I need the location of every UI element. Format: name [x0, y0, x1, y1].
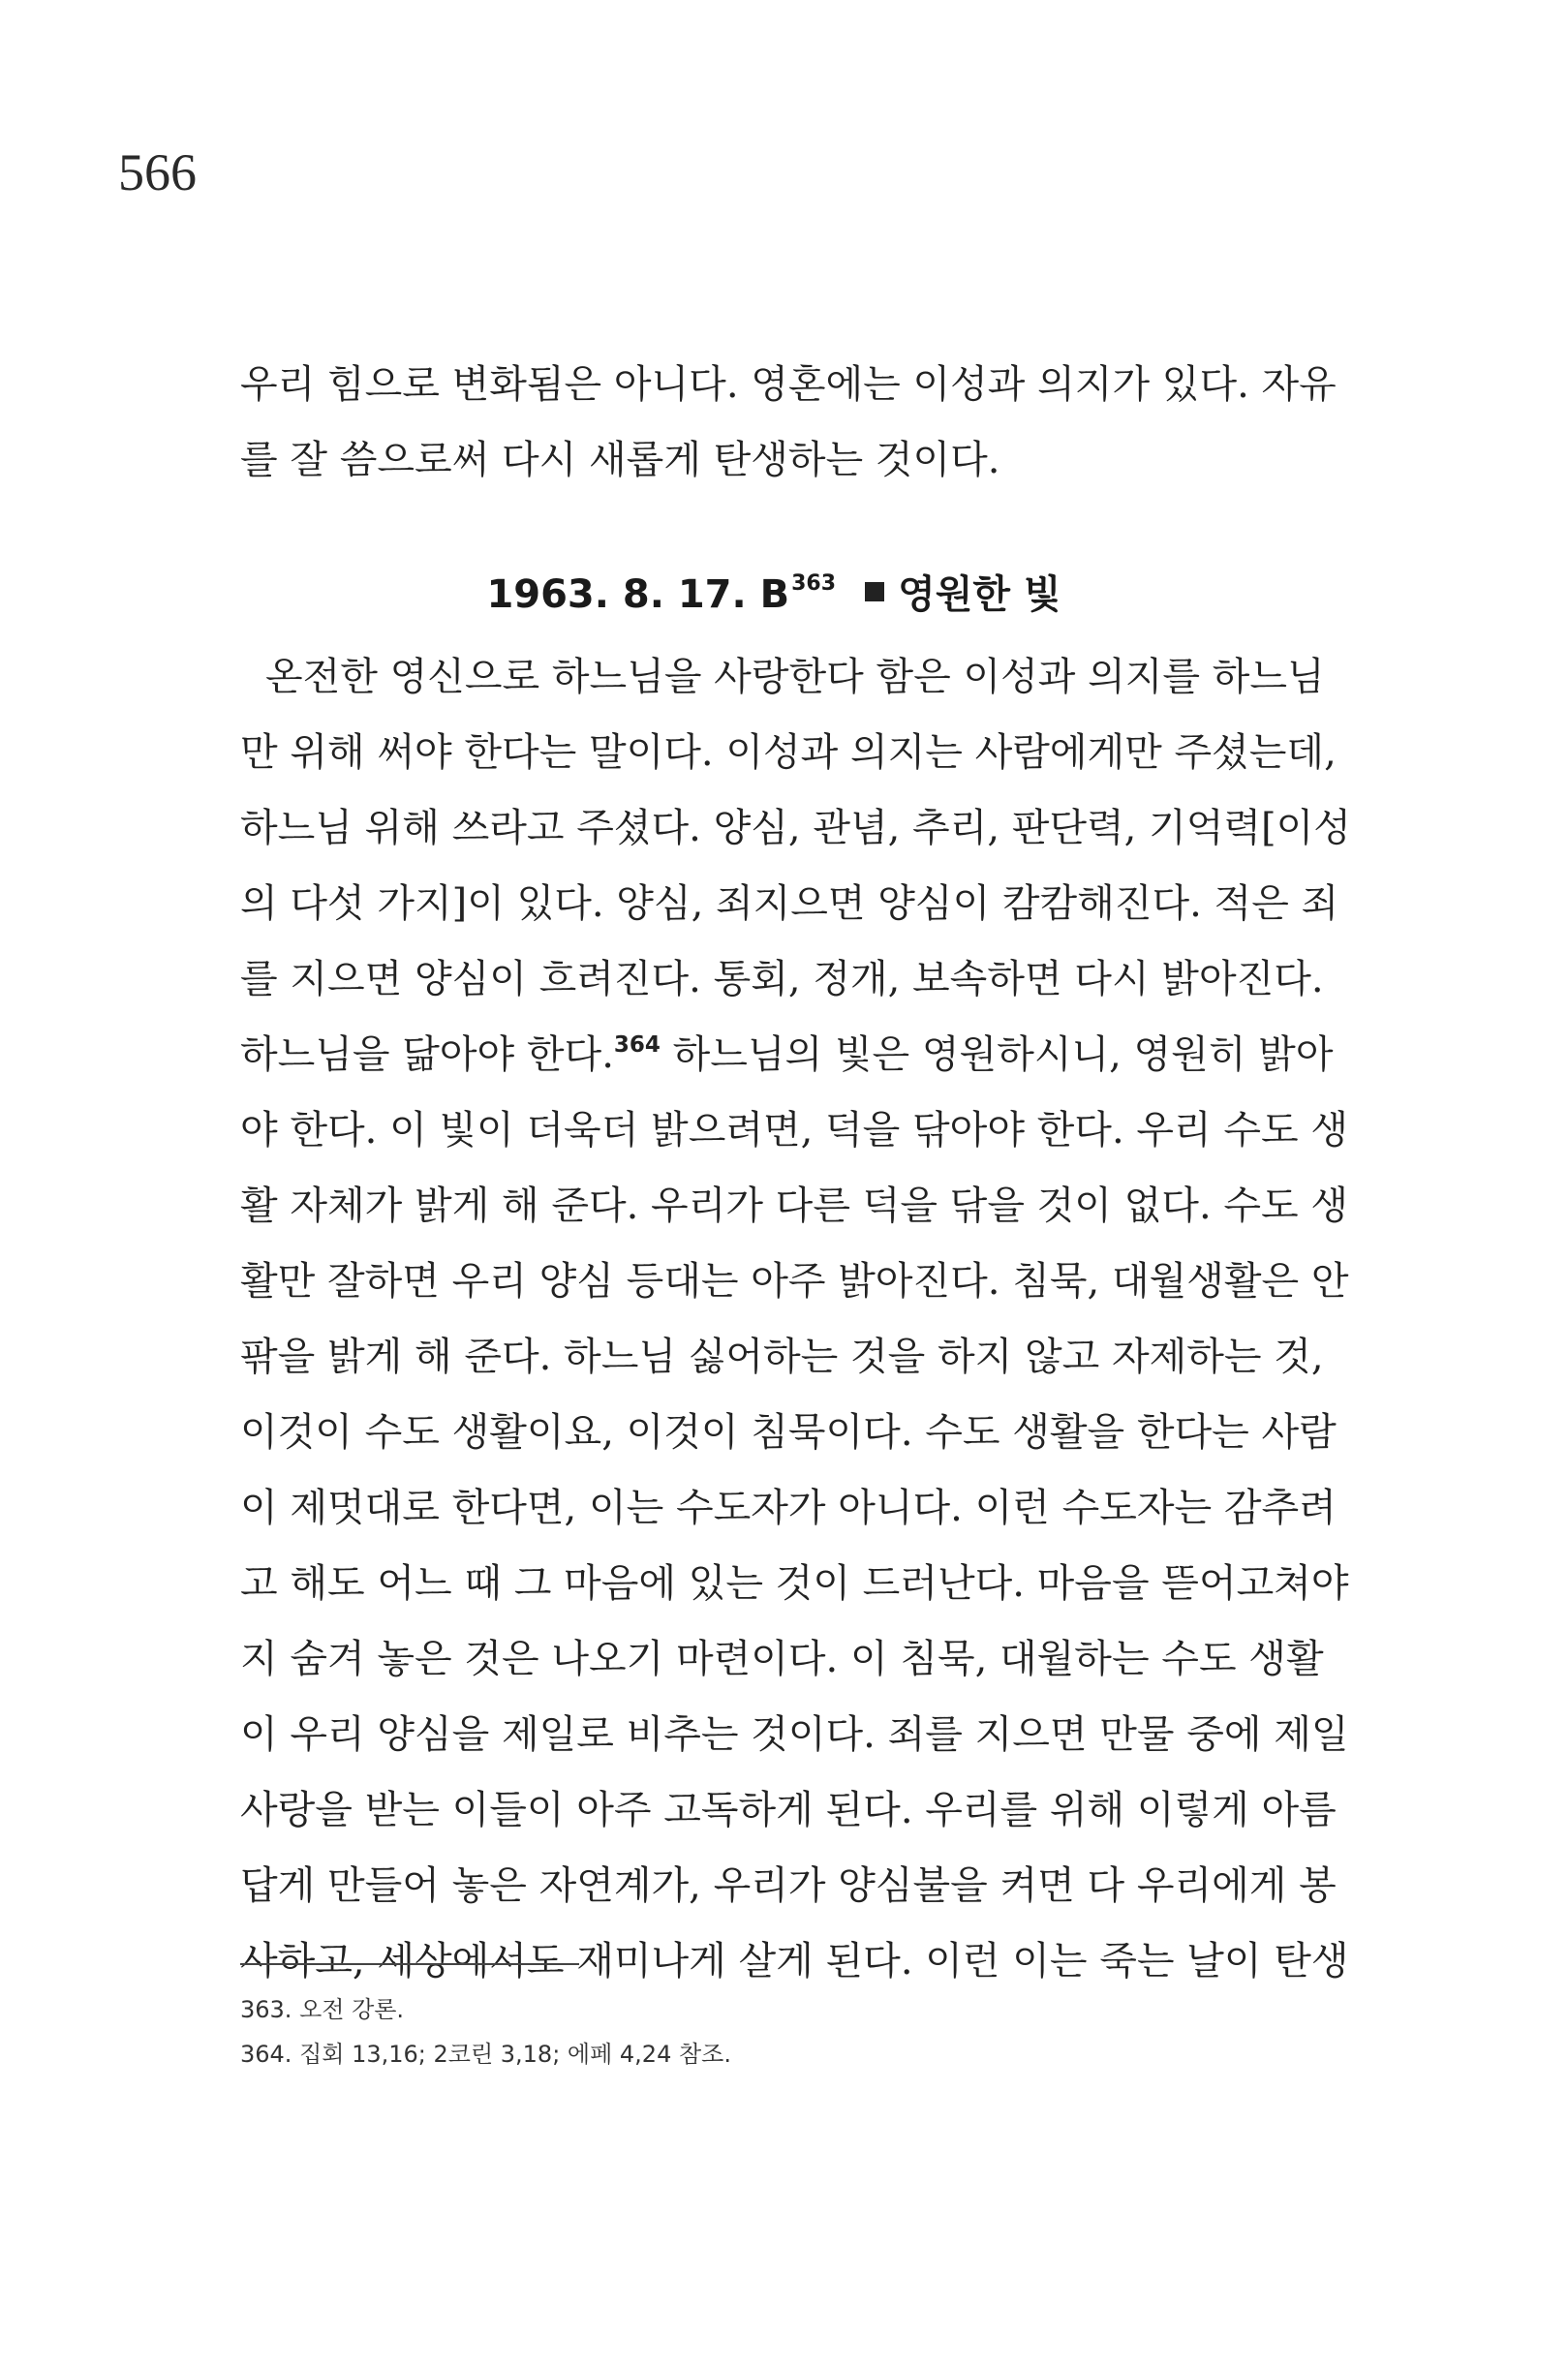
text-line: 이 우리 양심을 제일로 비추는 것이다. 죄를 지으면 만물 중에 제일	[240, 1712, 1349, 1757]
text-line: 하느님 위해 쓰라고 주셨다. 양심, 관념, 추리, 판단력, 기억력[이성	[240, 806, 1351, 850]
text-line: 야 한다. 이 빛이 더욱더 밝으려면, 덕을 닦아야 한다. 우리 수도 생	[240, 1108, 1349, 1153]
text-line: 이 제멋대로 한다면, 이는 수도자가 아니다. 이런 수도자는 감추려	[240, 1486, 1337, 1530]
body-paragraph	[240, 639, 1351, 1999]
text-segment: 하느님을 닮아야 한다.	[240, 1032, 614, 1077]
footnote-divider	[240, 1963, 579, 1965]
text-line: 를 지으면 양심이 흐려진다. 통회, 정개, 보속하면 다시 밝아진다.	[240, 957, 1324, 1001]
text-line: 이것이 수도 생활이요, 이것이 침묵이다. 수도 생활을 한다는 사람	[240, 1410, 1337, 1455]
footnote-363: 363. 오전 강론.	[240, 1996, 405, 2023]
text-line: 를 잘 씀으로써 다시 새롭게 탄생하는 것이다.	[240, 438, 1000, 482]
section-title: 영원한 빛	[898, 572, 1061, 617]
text-line: 만 위해 써야 한다는 말이다. 이성과 의지는 사람에게만 주셨는데,	[240, 730, 1337, 775]
text-segment: 하느님의 빛은 영원하시니, 영원히 밝아	[672, 1032, 1334, 1077]
text-line: 활 자체가 밝게 해 준다. 우리가 다른 덕을 닦을 것이 없다. 수도 생	[240, 1184, 1349, 1228]
footnote-364: 364. 집회 13,16; 2코린 3,18; 에페 4,24 참조.	[240, 2041, 731, 2068]
page-number: 566	[118, 143, 197, 201]
text-line	[240, 639, 1325, 715]
footnotes	[240, 1987, 731, 2076]
text-line-content: 온전한 영신으로 하느님을 사랑한다 함은 이성과 의지를 하느님	[265, 655, 1325, 699]
text-line: 지 숨겨 놓은 것은 나오기 마련이다. 이 침묵, 대월하는 수도 생활	[240, 1637, 1324, 1681]
text-line-with-footnote	[240, 1017, 1334, 1092]
footnote-ref-363: 363	[791, 571, 837, 596]
text-line: 활만 잘하면 우리 양심 등대는 아주 밝아진다. 침묵, 대월생활은 안	[240, 1259, 1349, 1304]
footnote-ref-364: 364	[613, 1032, 661, 1058]
text-line: 우리 힘으로 변화됨은 아니다. 영혼에는 이성과 의지가 있다. 자유	[240, 362, 1337, 407]
text-line: 팎을 밝게 해 준다. 하느님 싫어하는 것을 하지 않고 자제하는 것,	[240, 1335, 1324, 1379]
section-date: 1963. 8. 17. B	[486, 572, 790, 617]
text-line: 답게 만들어 놓은 자연계가, 우리가 양심불을 켜면 다 우리에게 봉	[240, 1863, 1337, 1908]
intro-paragraph	[240, 347, 1337, 498]
text-line: 고 해도 어느 때 그 마음에 있는 것이 드러난다. 마음을 뜯어고쳐야	[240, 1561, 1349, 1606]
text-line: 사하고, 세상에서도 재미나게 살게 된다. 이런 이는 죽는 날이 탄생	[240, 1939, 1349, 1984]
text-line: 의 다섯 가지]이 있다. 양심, 죄지으면 양심이 캄캄해진다. 적은 죄	[240, 881, 1339, 926]
square-bullet-icon	[865, 582, 884, 601]
section-heading	[240, 558, 1307, 631]
text-line: 사랑을 받는 이들이 아주 고독하게 된다. 우리를 위해 이렇게 아름	[240, 1788, 1337, 1832]
